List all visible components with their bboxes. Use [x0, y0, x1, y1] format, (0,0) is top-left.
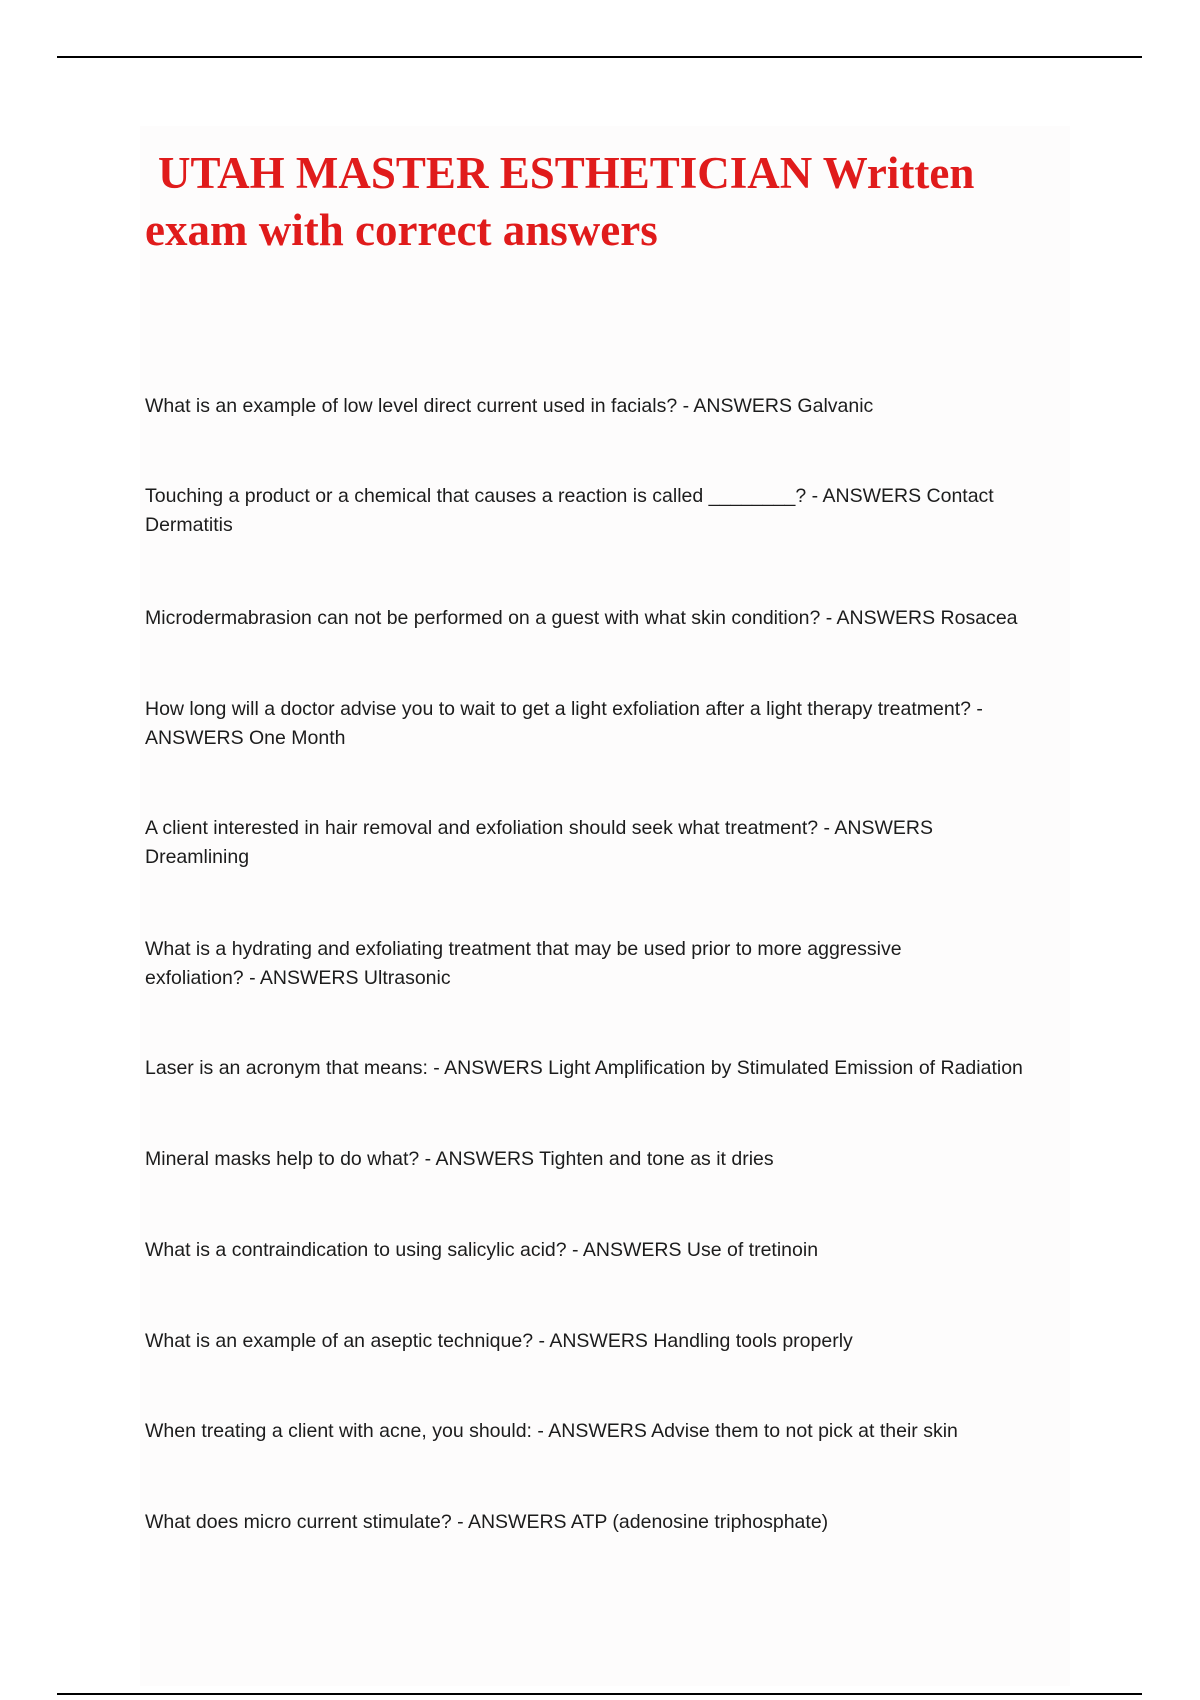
qa-item — [145, 1236, 1070, 1265]
qa-text: What is an example of an aseptic technique? - ANSWERS Handling tools properly — [145, 1330, 853, 1352]
qa-text: When treating a client with acne, you should: - ANSWERS Advise them to not pick at their skin — [145, 1420, 958, 1442]
qa-text: What is a hydrating and exfoliating treatment that may be used prior to more aggressive exfoliation? - ANSWERS Ultrasonic — [145, 938, 902, 989]
qa-item — [145, 1417, 1070, 1446]
qa-item — [145, 1054, 1070, 1083]
qa-item — [145, 814, 1070, 872]
qa-item — [145, 1327, 1070, 1356]
qa-item — [145, 935, 1070, 993]
top-rule — [57, 56, 1142, 58]
page-content-area — [140, 126, 1070, 1686]
qa-text: A client interested in hair removal and exfoliation should seek what treatment? - ANSWERS Dreamlining — [145, 817, 933, 868]
qa-text: Touching a product or a chemical that causes a reaction is called ________? - ANSWERS Contact Dermatitis — [145, 485, 994, 536]
qa-item — [145, 604, 1070, 633]
qa-text: Laser is an acronym that means: - ANSWERS Light Amplification by Stimulated Emission of Radiation — [145, 1057, 1023, 1079]
qa-text: Mineral masks help to do what? - ANSWERS Tighten and tone as it dries — [145, 1148, 774, 1170]
qa-item — [145, 1508, 1070, 1537]
qa-text: What is a contraindication to using salicylic acid? - ANSWERS Use of tretinoin — [145, 1239, 819, 1261]
qa-text: How long will a doctor advise you to wait to get a light exfoliation after a light therapy treatment? - ANSWERS One Month — [145, 698, 983, 749]
qa-item — [145, 392, 1070, 421]
qa-text: What is an example of low level direct current used in facials? - ANSWERS Galvanic — [145, 395, 874, 417]
qa-text: What does micro current stimulate? - ANSWERS ATP (adenosine triphosphate) — [145, 1511, 829, 1533]
qa-item — [145, 1145, 1070, 1174]
title-line-1: UTAH MASTER ESTHETICIAN Written — [158, 148, 975, 198]
qa-item — [145, 695, 1070, 753]
document-title — [145, 145, 1075, 259]
bottom-rule — [57, 1693, 1142, 1695]
qa-text: Microdermabrasion can not be performed on a guest with what skin condition? - ANSWERS Rosacea — [145, 607, 1018, 629]
qa-item — [145, 482, 1070, 540]
title-line-2: exam with correct answers — [145, 205, 658, 255]
